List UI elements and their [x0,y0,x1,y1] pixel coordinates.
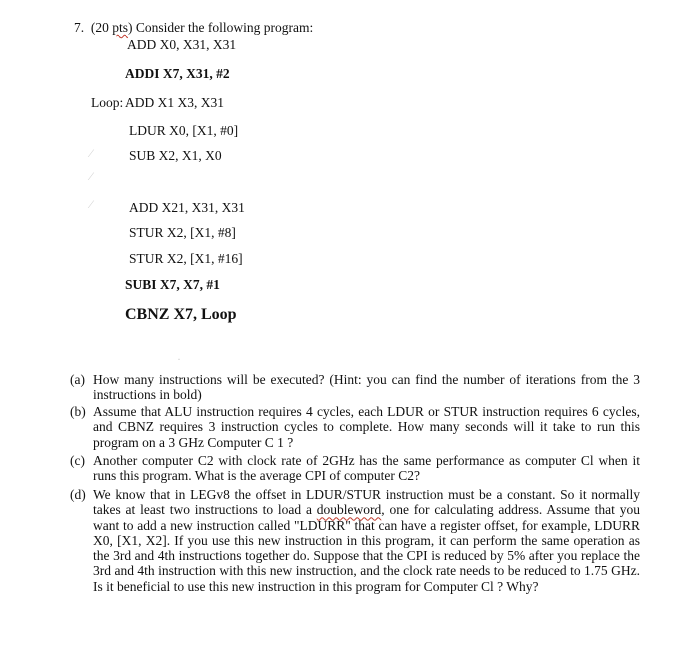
question-label: (d) [70,487,86,502]
scan-mark: ⁄ [90,197,93,211]
doubleword-term: doubleword [316,502,382,518]
loop-label: Loop: [91,95,124,110]
scan-mark: ⁄ [90,169,93,183]
scan-mark: ⁄ [90,146,93,160]
question-a [70,372,640,403]
problem-number: 7. [74,20,85,35]
code-line-9: SUBI X7, X7, #1 [125,277,220,292]
question-text: We know that in LEGv8 the offset in LDUR/STUR instruction must be a constant. So it normally takes at least two instructions to load a doubleword, one for calculating address. Assume that you want to add a new instruction called "LDURR" that can have a register offset, for example, LDURR X0, [X1, X2]. If you use this new instruction in this program, it can perform the same operation as the 3rd and 4th instructions together do. Suppose that the CPI is reduced by 5% after you replace the 3rd and 4th instruction with this new instruction, and the clock rate needs to be reduced to 1.75 GHz. Is it beneficial to use this new instruction in this program for Computer Cl ? Why? [93,487,640,594]
question-text: How many instructions will be executed? (Hint: you can find the number of iterations from the 3 instructions in bold) [93,372,640,403]
code-line-10: CBNZ X7, Loop [125,306,237,323]
question-label: (a) [70,372,85,387]
question-label: (b) [70,404,86,419]
code-line-4: LDUR X0, [X1, #0] [129,123,239,138]
code-line-2: ADDI X7, X31, #2 [125,66,230,81]
pts-text: pts [112,20,129,35]
question-text: Assume that ALU instruction requires 4 cycles, each LDUR or STUR instruction requires 6 cycles, and CBNZ requires 3 instruction cycles to complete. How many seconds will it take to run this program on a 3 GHz Computer C 1 ? [93,404,640,450]
question-c [70,453,640,484]
question-d [70,487,640,594]
code-line-5: SUB X2, X1, X0 [129,148,222,163]
code-line-3: ADD X1 X3, X31 [125,95,224,110]
question-text: Another computer C2 with clock rate of 2GHz has the same performance as computer Cl when it runs this program. What is the average CPI of computer C2? [93,453,640,484]
scan-mark: · [177,352,181,366]
problem-header: 7. (20 pts) Consider the following program: [74,20,314,35]
code-line-1: ADD X0, X31, X31 [127,37,237,52]
question-b [70,404,640,450]
code-line-8: STUR X2, [X1, #16] [129,251,243,266]
code-line-7: STUR X2, [X1, #8] [129,225,236,240]
question-label: (c) [70,453,85,468]
code-line-6: ADD X21, X31, X31 [129,200,245,215]
